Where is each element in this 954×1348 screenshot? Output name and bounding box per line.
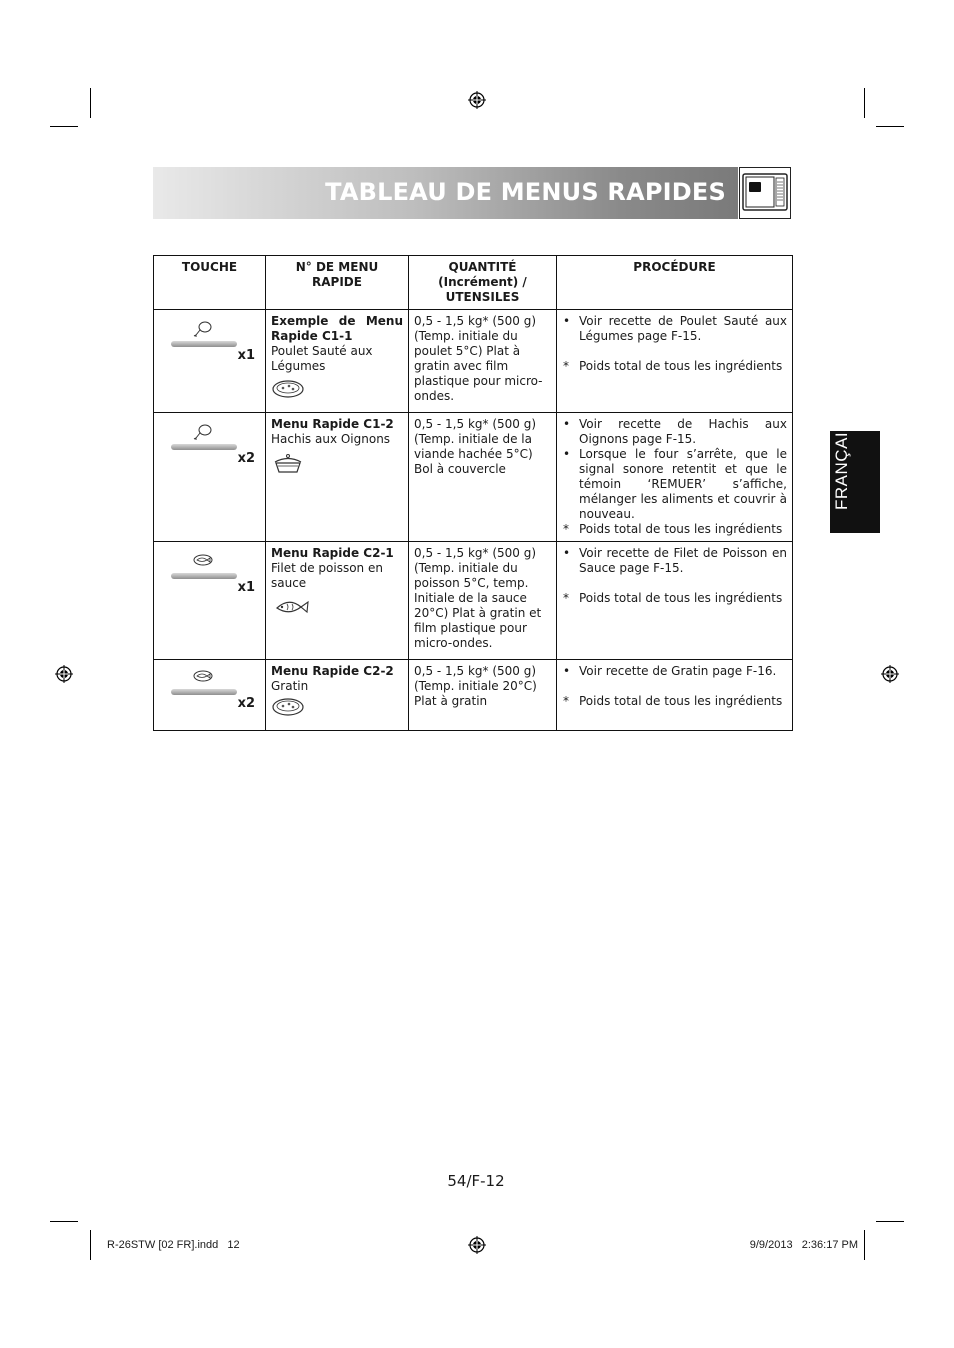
menu-name: Menu Rapide C2-2 — [271, 664, 394, 678]
touche-count: x1 — [237, 348, 255, 363]
fish-dish-icon — [192, 551, 214, 569]
touche-count: x2 — [237, 696, 255, 711]
microwave-icon — [739, 167, 791, 219]
menu-cell — [266, 542, 409, 660]
procedure-cell — [557, 413, 793, 542]
column-header: N° DE MENU RAPIDE — [266, 256, 409, 310]
crop-mark — [50, 126, 78, 127]
quantity-cell: 0,5 - 1,5 kg* (500 g) (Temp. initiale du poisson 5°C, temp. Initiale de la sauce 20°C) Plat à gratin et film plastique pour micro-ondes. — [409, 542, 557, 660]
menu-description: Filet de poisson en sauce — [271, 561, 383, 590]
fish-icon — [271, 595, 311, 619]
touche-count: x2 — [237, 451, 255, 466]
procedure-item: * Poids total de tous les ingrédients — [563, 591, 783, 605]
menu-description: Poulet Sauté aux Légumes — [271, 344, 373, 373]
column-header: PROCÉDURE — [557, 256, 793, 310]
registration-mark-icon — [55, 665, 73, 683]
touche-key-bar — [171, 341, 237, 347]
gratin-dish-icon — [271, 378, 305, 400]
chicken-leg-icon — [192, 320, 214, 338]
procedure-item: • Lorsque le four s’arrête, que le signal sonore retentit et que le témoin ‘REMUER’ s’affiche, mélanger les aliments et couvrir à nouveau. — [563, 447, 787, 521]
quantity-cell: 0,5 - 1,5 kg* (500 g) (Temp. initiale 20°C) Plat à gratin — [409, 660, 557, 731]
crop-mark — [90, 88, 91, 118]
page-title: TABLEAU DE MENUS RAPIDES — [325, 178, 726, 206]
table-row — [154, 413, 793, 542]
menu-description: Hachis aux Oignons — [271, 432, 391, 446]
menu-name: Exemple de Menu Rapide C1-1 — [271, 314, 403, 343]
touche-key-bar — [171, 689, 237, 695]
procedure-cell — [557, 660, 793, 731]
crop-mark — [90, 1230, 91, 1260]
chicken-leg-icon — [192, 423, 214, 441]
menu-name: Menu Rapide C2-1 — [271, 546, 394, 560]
menu-description: Gratin — [271, 679, 309, 693]
procedure-cell — [557, 542, 793, 660]
crop-mark — [864, 1230, 865, 1260]
language-tab — [830, 420, 880, 533]
crop-mark — [864, 88, 865, 118]
procedure-item: • Voir recette de Hachis aux Oignons page F-15. — [563, 417, 787, 446]
touche-cell — [154, 413, 266, 542]
crop-mark — [50, 1221, 78, 1222]
footer-file-info: R-26STW [02 FR].indd 12 — [107, 1239, 240, 1251]
touche-key-bar — [171, 444, 237, 450]
language-label: FRANÇAIS — [832, 420, 851, 510]
touche-cell — [154, 542, 266, 660]
procedure-item: * Poids total de tous les ingrédients — [563, 522, 783, 536]
fish-dish-icon — [192, 667, 214, 685]
menu-cell — [266, 660, 409, 731]
touche-cell — [154, 310, 266, 413]
touche-key-bar — [171, 573, 237, 579]
quick-menu-table — [153, 255, 793, 731]
table-row — [154, 660, 793, 731]
crop-mark — [876, 126, 904, 127]
covered-bowl-icon — [271, 451, 305, 475]
procedure-item: * Poids total de tous les ingrédients — [563, 359, 783, 373]
menu-name: Menu Rapide C1-2 — [271, 417, 394, 431]
table-row — [154, 542, 793, 660]
gratin-dish-icon — [271, 696, 305, 718]
procedure-item: • Voir recette de Gratin page F-16. — [563, 664, 777, 678]
column-header: TOUCHE — [154, 256, 266, 310]
procedure-item: • Voir recette de Filet de Poisson en Sauce page F-15. — [563, 546, 787, 575]
procedure-item: • Voir recette de Poulet Sauté aux Légumes page F-15. — [563, 314, 787, 343]
touche-cell — [154, 660, 266, 731]
menu-cell — [266, 310, 409, 413]
registration-mark-icon — [468, 91, 486, 109]
quantity-cell: 0,5 - 1,5 kg* (500 g) (Temp. initiale du poulet 5°C) Plat à gratin avec film plastique pour micro-ondes. — [409, 310, 557, 413]
table-header-row — [154, 256, 793, 310]
procedure-item: * Poids total de tous les ingrédients — [563, 694, 783, 708]
quantity-cell: 0,5 - 1,5 kg* (500 g) (Temp. initiale de la viande hachée 5°C) Bol à couvercle — [409, 413, 557, 542]
registration-mark-icon — [468, 1236, 486, 1254]
crop-mark — [876, 1221, 904, 1222]
touche-count: x1 — [237, 580, 255, 595]
table-row — [154, 310, 793, 413]
registration-mark-icon — [881, 665, 899, 683]
column-header: QUANTITÉ (Incrément) / UTENSILES — [409, 256, 557, 310]
procedure-cell — [557, 310, 793, 413]
title-banner — [153, 167, 738, 219]
page-number: 54/F-12 — [447, 1172, 505, 1190]
menu-cell — [266, 413, 409, 542]
footer-timestamp: 9/9/2013 2:36:17 PM — [749, 1239, 858, 1251]
